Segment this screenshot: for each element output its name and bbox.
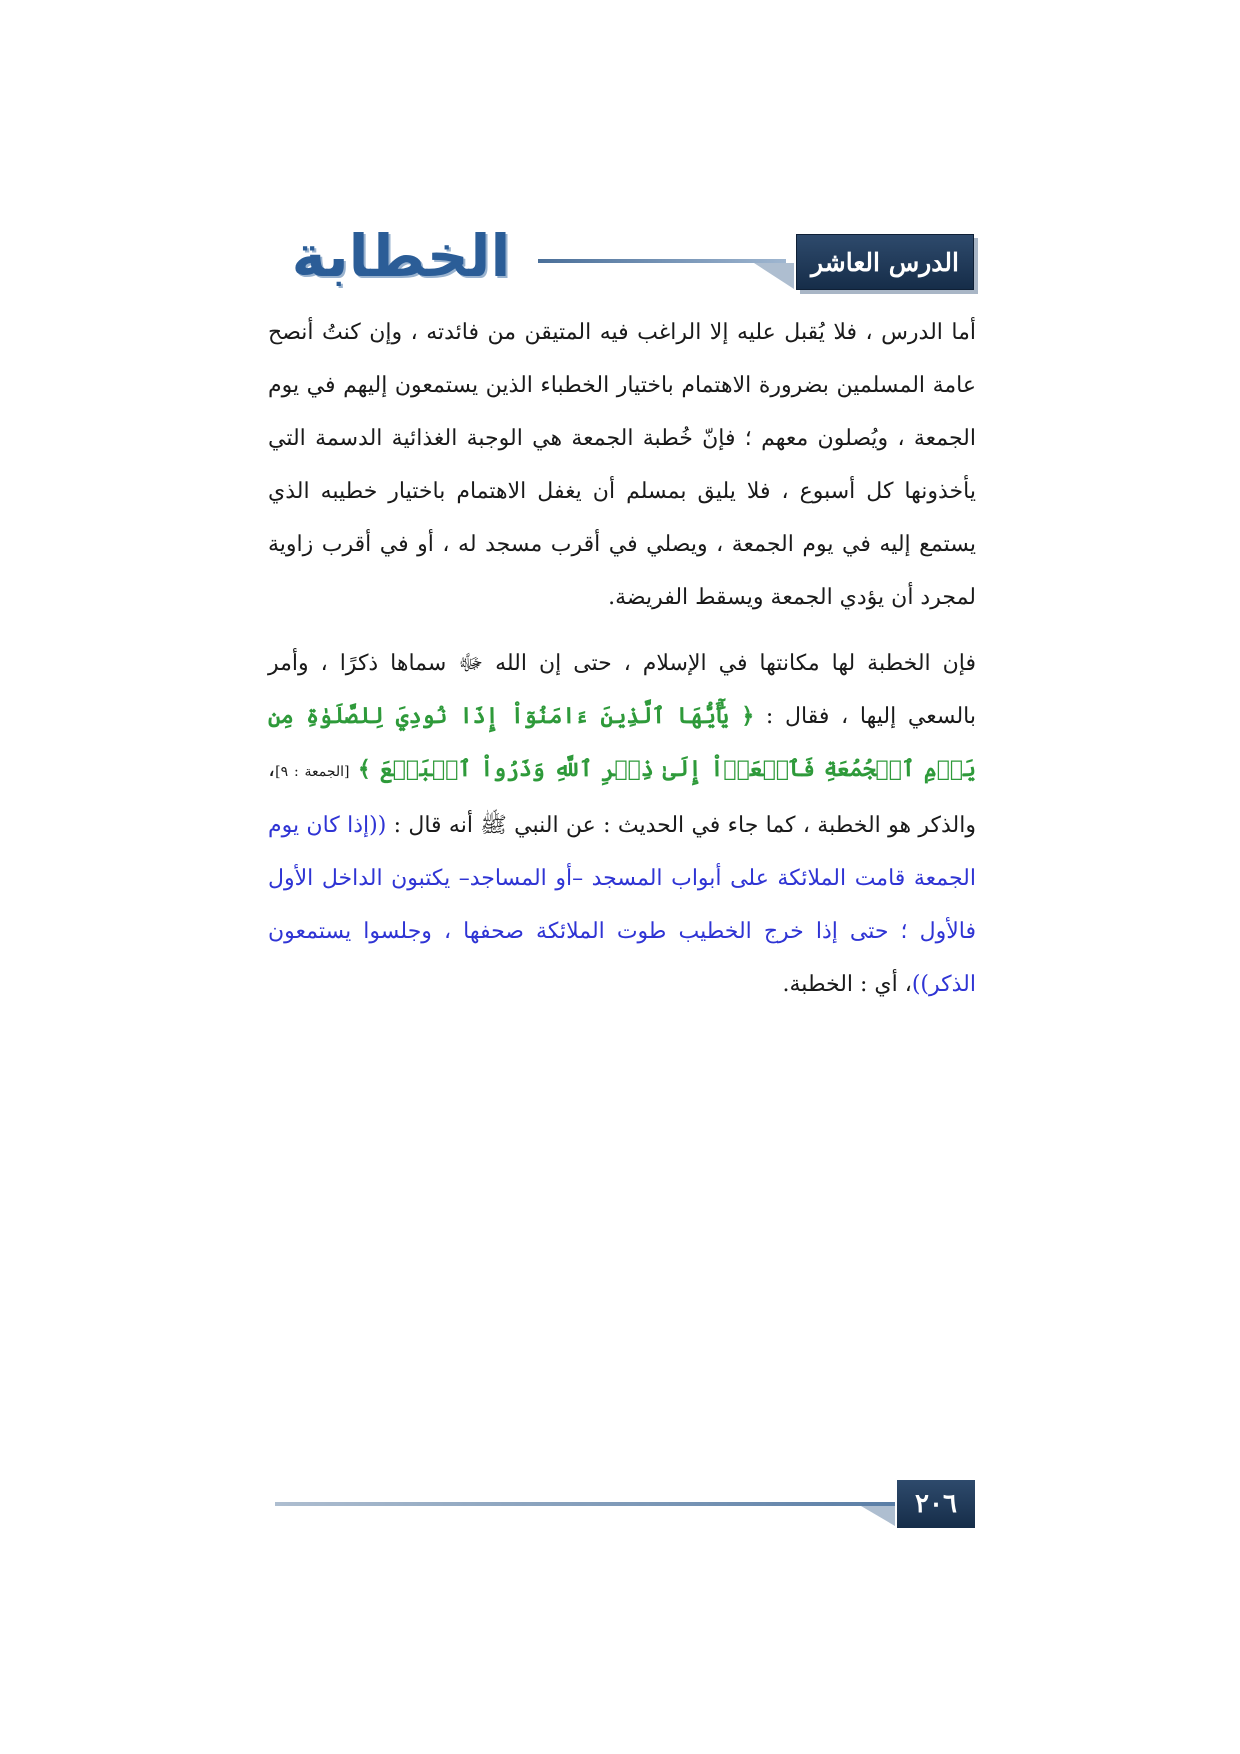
paragraph-1: أما الدرس ، فلا يُقبل عليه إلا الراغب فيه المتيقن من فائدته ، وإن كنتُ أنصح عامة المسلمين بضرورة الاهتمام باختيار الخطباء الذين يستمعون إليهم في يوم الجمعة ، ويُصلون معهم ؛ فإنّ خُطبة الجمعة هي الوجبة الغذائية الدسمة التي يأخذونها كل أسبوع ، فلا يليق بمسلم أن يغفل الاهتمام باختيار خطيبه الذي يستمع إليه في يوم الجمعة ، ويصلي في أقرب مسجد له ، أو في أقرب زاوية لمجرد أن يؤدي الجمعة ويسقط الفريضة.: [268, 320, 976, 610]
page-body: [268, 306, 976, 1011]
header-divider: [538, 259, 786, 263]
paragraph-2-middle: ، والذكر هو الخطبة ، كما جاء في الحديث : عن النبي ﷺ أنه قال :: [268, 757, 977, 838]
verse-reference: [الجمعة : ٩]: [275, 764, 350, 780]
page-header: [268, 222, 974, 292]
page-footer: [275, 1480, 975, 1528]
page-number: ٢٠٦: [897, 1480, 975, 1528]
chapter-title: الخطابة: [291, 222, 511, 290]
footer-divider: [275, 1502, 895, 1506]
footer-divider-wedge: [861, 1506, 895, 1526]
header-divider-wedge: [754, 263, 794, 289]
lesson-badge: الدرس العاشر: [796, 234, 974, 290]
hadith-quote: ((إذا كان يوم الجمعة قامت الملائكة على أبواب المسجد –أو المساجد– يكتبون الداخل الأول فالأول ؛ حتى إذا خرج الخطيب طوت الملائكة صحفها ، وجلسوا يستمعون الذكر)): [268, 813, 976, 997]
paragraph-2-end: ، أي : الخطبة.: [782, 972, 912, 997]
paragraph-2-intro: فإن الخطبة لها مكانتها في الإسلام ، حتى إن الله ﷻ سماها ذكرًا ، وأمر بالسعي إليها ، فقال :: [268, 651, 976, 729]
quran-verse: ﴿ يَٰٓأَيُّهَا ٱلَّذِينَ ءَامَنُوٓاْ إِذَا نُودِيَ لِلصَّلَوٰةِ مِن يَوۡمِ ٱلۡجُمُعَةِ فَٱسۡعَوۡاْ إِلَىٰ ذِكۡرِ ٱللَّهِ وَذَرُواْ ٱلۡبَيۡعَ ﴾: [268, 703, 977, 782]
paragraph-2: [268, 637, 976, 1011]
